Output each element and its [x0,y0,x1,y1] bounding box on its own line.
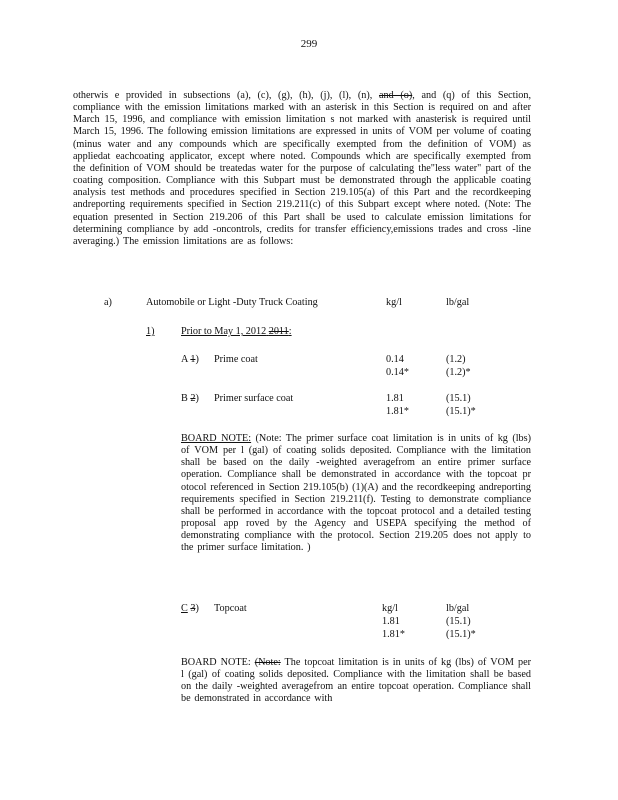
intro-struck-text: and (o) [378,90,413,101]
item-c-struck-num: 3 [190,603,196,614]
item-a-lb-1: (1.2) [446,354,466,365]
board-note-2-text: The topcoat limitation is in units of kg (lbs) of VOM per l (gal) of coating solids deposited. Compliance with the limitation shall be based on the daily -weighted averagefrom an entire topcoat operation. Compliance shall be demonstrated in accordance with [181,657,532,705]
item-b-lb-2: (15.1)* [446,406,476,417]
subsection-1-struck: 2011 [268,326,289,337]
subsection-1-tail: : [288,326,292,337]
item-c-kg-1: 1.81 [382,616,400,627]
subsection-1-heading [181,326,292,338]
item-a-struck-num: 1 [190,354,196,365]
item-b-struck-num: 2 [190,393,196,404]
item-c-lb-2: (15.1)* [446,629,476,640]
item-a-label: Prime coat [214,354,258,365]
item-a-kg-1: 0.14 [386,354,404,365]
subsection-1-marker: 1) [146,326,155,337]
intro-text-start: otherwis e provided in subsections (a), (c), (g), (h), (j), (l), (n), [73,90,373,101]
item-c-marker [181,603,199,615]
item-b-close: ) [195,393,199,404]
board-note-topcoat [181,657,531,706]
board-note-1-text: (Note: The primer surface coat limitation is in units of kg (lbs) of VOM per l (gal) of coating solids deposited. Compliance with the limitation shall be based on the daily -weighted averagefrom an entire primer surface operation. Compliance shall be demonstrated in accordance with the topcoat pr otocol referenced in Section 219.105(b) (1)(A) and the recordkeeping andreporting requirements specified in Section 219.211(f). Testing to demonstrate compliance shall be performed in accordance with the topcoat protocol and a detailed testing proposal app roved by the Agency and USEPA specifying the method of demonstrating compliance with the protocol. Section 219.205 does not apply to the primer surface limitation. ) [181,433,531,554]
board-note-2-label: BOARD NOTE: [181,657,251,668]
item-a-lb-2: (1.2)* [446,367,471,378]
board-note-primer-surface [181,433,531,555]
section-a-unit-kg: kg/l [386,297,402,308]
section-a-title: Automobile or Light -Duty Truck Coating [146,297,318,308]
subsection-1-text: Prior to May 1, 2012 [181,326,267,337]
board-note-1-label: BOARD NOTE: [181,433,252,444]
item-c-label: Topcoat [214,603,247,614]
item-c-close: ) [195,603,199,614]
section-a-marker: a) [104,297,112,308]
item-c-unit-kg: kg/l [382,603,398,614]
item-b-kg-1: 1.81 [386,393,404,404]
board-note-2-struck: (Note: [254,657,281,668]
page-number: 299 [300,38,318,50]
section-a-unit-lb: lb/gal [446,297,470,308]
item-a-letter: A [181,354,188,365]
item-c-lb-1: (15.1) [446,616,471,627]
item-c-kg-2: 1.81* [382,629,405,640]
item-c-unit-lb: lb/gal [446,603,470,614]
item-b-marker [181,393,199,405]
item-a-kg-2: 0.14* [386,367,409,378]
item-b-lb-1: (15.1) [446,393,471,404]
item-b-label: Primer surface coat [214,393,294,404]
item-a-marker [181,354,199,366]
intro-text-rest: , and (q) of this Section, compliance with the emission limitations marked with an asterisk in this Section is required on and after March 15, 1996, and compliance with emission limitation s not marked with anasterisk is required until March 15, 1996. The following emission limitations are expressed in units of VOM per volume of coating (minus water and any compounds which are specifically exempted from the definition of VOM) as appliedat eachcoating applicator, except where noted. Compounds which are specifically exempted from the definition of VOM should be treatedas water for the purpose of calculating the"less water" part of the coating composition. Compliance with this Subpart must be demonstrated through the applicable coating analysis test methods and procedures specified in Section 219.105(a) of this Part and the recordkeeping andreporting requirements specified in Section 219.211(c) of this Subpart except where noted. (Note: The equation presented in Section 219.206 of this Part shall be used to calculate emission limitations for determining compliance by add -oncontrols, credits for transfer efficiency,emissions trades and cross -line averaging.) The emission limitations are as follows: [73,90,532,247]
item-b-letter: B [181,393,188,404]
item-b-kg-2: 1.81* [386,406,409,417]
item-c-letter: C [181,603,188,614]
item-a-close: ) [195,354,199,365]
intro-paragraph [73,90,531,248]
